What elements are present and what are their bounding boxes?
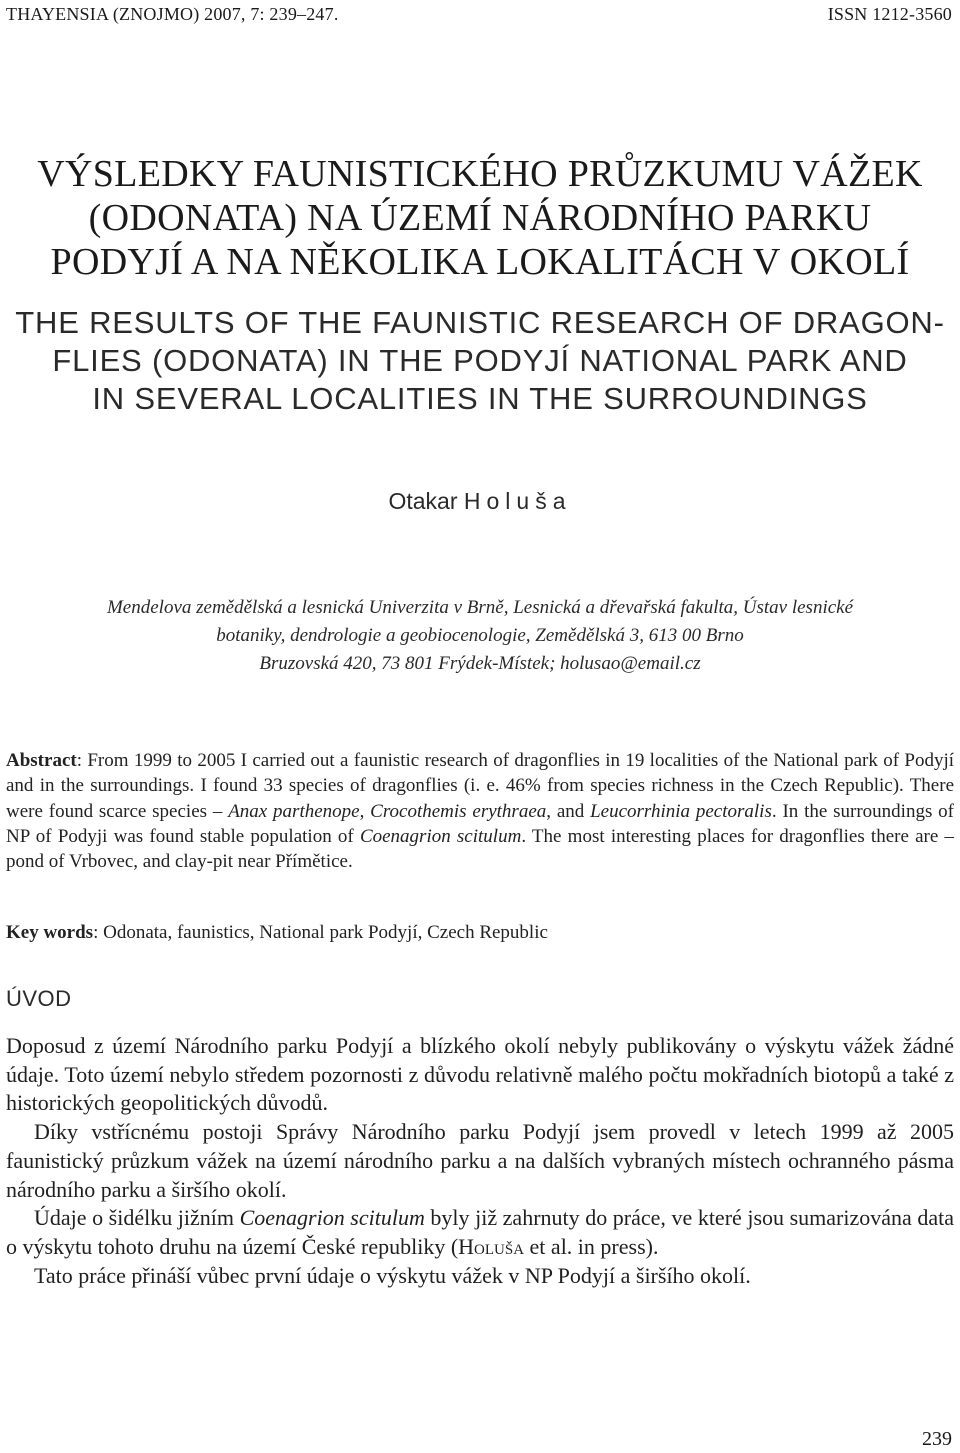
section-title: ÚVOD (6, 986, 72, 1011)
abstract-label: Abstract (6, 750, 77, 771)
paragraph-3-citation-author: Holuša (458, 1233, 525, 1259)
body-text (6, 1032, 954, 1290)
abstract-text-5: . The most interesting places for dragonflies there are – pond of Vrbovec, and clay-pit near Přímětice. (6, 825, 954, 873)
paragraph-3-text-a: Údaje o šidélku jižním (34, 1205, 240, 1231)
affiliation-line-1: Mendelova zemědělská a lesnická Univerzita v Brně, Lesnická a dřevařská fakulta, Ústav lesnické (106, 597, 854, 618)
title-english-line-1: THE RESULTS OF THE FAUNISTIC RESEARCH OF DRAGON- (15, 305, 945, 340)
title-czech-line-2: (ODONATA) NA ÚZEMÍ NÁRODNÍHO PARKU (88, 197, 872, 239)
keywords-label: Key words (6, 922, 94, 943)
author-last-name: Holuša (463, 488, 572, 514)
title-english (0, 304, 960, 418)
abstract (6, 748, 954, 874)
author-first-name: Otakar (388, 488, 458, 514)
author-name (0, 488, 960, 515)
species-coenagrion-scitulum: Coenagrion scitulum (359, 825, 522, 847)
title-czech-line-3: PODYJÍ A NA NĚKOLIKA LOKALITÁCH V OKOLÍ (50, 241, 910, 283)
paragraph-3-text-c: et al. in press). (524, 1233, 659, 1259)
keywords (6, 920, 954, 946)
paragraph-3 (6, 1204, 954, 1261)
abstract-text-4: . In the surroundings of NP of Podyji was found stable population of (6, 800, 955, 847)
page-number: 239 (922, 1428, 952, 1450)
abstract-text-2: , (359, 800, 371, 822)
abstract-text-1: : From 1999 to 2005 I carried out a faunistic research of dragonflies in 19 localities of the National park of Podyjí and in the surroundings. I found 33 species of dragonflies (i. e. 46% from species richness in the Czech Republic). There were found scarce species – (6, 750, 954, 822)
paragraph-1: Doposud z území Národního parku Podyjí a blízkého okolí nebyly publikovány o výskytu vážek žádné údaje. Toto území nebylo středem pozornosti z důvodu relativně malého počtu mokřadních biotopů a také z historických geopolitických důvodů. (6, 1033, 954, 1116)
keywords-text: : Odonata, faunistics, National park Podyjí, Czech Republic (93, 922, 548, 943)
title-english-line-3: IN SEVERAL LOCALITIES IN THE SURROUNDINGS (92, 381, 868, 416)
abstract-text-3: , and (546, 800, 591, 822)
affiliation-line-2: botaniky, dendrologie a geobiocenologie, Zemědělská 3, 613 00 Brno (216, 625, 744, 646)
paragraph-3-species: Coenagrion scitulum (239, 1205, 425, 1231)
species-leucorrhinia-pectoralis: Leucorrhinia pectoralis (590, 800, 772, 822)
title-english-line-2: FLIES (ODONATA) IN THE PODYJÍ NATIONAL PARK AND (52, 343, 908, 378)
species-crocothemis-erythraea: Crocothemis erythraea (370, 800, 547, 822)
title-czech (0, 152, 960, 284)
species-anax-parthenope: Anax parthenope (228, 800, 360, 822)
paragraph-3-text-b: byly již zahrnuty do práce, ve které jsou sumarizována data o výskytu tohoto druhu na území České republiky ( (6, 1205, 954, 1259)
title-czech-line-1: VÝSLEDKY FAUNISTICKÉHO PRŮZKUMU VÁŽEK (37, 153, 923, 195)
affiliation-line-3: Bruzovská 420, 73 801 Frýdek-Místek; holusao@email.cz (259, 653, 701, 674)
issn-label: ISSN 1212-3560 (827, 4, 952, 24)
paragraph-4: Tato práce přináší vůbec první údaje o výskytu vážek v NP Podyjí a širšího okolí. (34, 1262, 751, 1288)
paragraph-2: Díky vstřícnému postoji Správy Národního parku Podyjí jsem provedl v letech 1999 až 2005 faunistický průzkum vážek na území národního parku a na dalších vybraných místech ochranného pásma národního parku a širšího okolí. (6, 1119, 954, 1202)
journal-citation: THAYENSIA (ZNOJMO) 2007, 7: 239–247. (6, 4, 339, 24)
author-affiliation (0, 594, 960, 678)
